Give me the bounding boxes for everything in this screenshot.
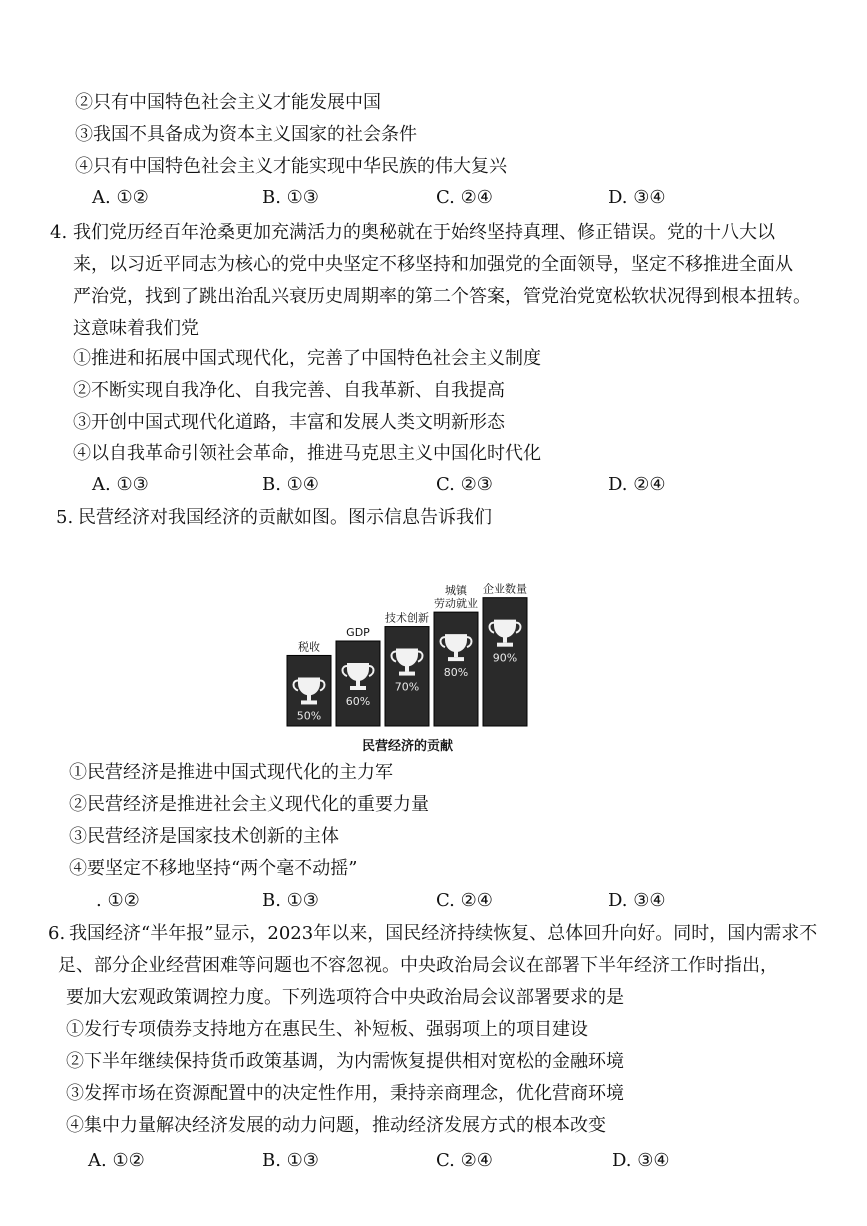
- q5-item-1: ①民营经济是推进中国式现代化的主力军: [69, 762, 393, 783]
- q6-option-b[interactable]: B. ①③: [262, 1150, 319, 1171]
- q4-stem-line-3: 严治党，找到了跳出治乱兴衰历史周期率的第二个答案，管党治党宽松软状况得到根本扭转。: [73, 286, 811, 307]
- q4-stem-line-1: 我们党历经百年沧桑更加充满活力的奥秘就在于始终坚持真理、修正错误。党的十八大以: [73, 222, 775, 243]
- category-label-2: 技术创新: [385, 611, 429, 625]
- q4-stem-line-4: 这意味着我们党: [73, 318, 199, 339]
- q4-item-4: ④以自我革命引领社会革命，推进马克思主义中国化时代化: [73, 443, 541, 464]
- q5-item-3: ③民营经济是国家技术创新的主体: [69, 826, 339, 847]
- category-label-0: 税收: [298, 640, 320, 654]
- value-label-4: 90%: [492, 651, 518, 665]
- value-label-1: 60%: [345, 695, 371, 708]
- q6-stem-line-1: 我国经济“半年报”显示，2023年以来，国民经济持续恢复、总体回升向好。同时，国内需求不: [69, 923, 818, 944]
- q6-item-3: ③发挥市场在资源配置中的决定性作用，秉持亲商理念，优化营商环境: [66, 1083, 624, 1104]
- chart-title: 民营经济的贡献: [362, 739, 454, 754]
- value-label-2: 70%: [394, 680, 420, 694]
- q4-item-3: ③开创中国式现代化道路，丰富和发展人类文明新形态: [73, 412, 505, 433]
- category-label-4: 企业数量: [483, 582, 527, 596]
- q5-stem: 民营经济对我国经济的贡献如图。图示信息告诉我们: [78, 507, 492, 528]
- q3-option-d[interactable]: D. ③④: [608, 187, 666, 208]
- q4-option-a[interactable]: A. ①③: [92, 474, 149, 495]
- q5-option-c[interactable]: C. ②④: [436, 890, 493, 911]
- q5-option-a[interactable]: . ①②: [96, 890, 140, 911]
- q3-item-4: ④只有中国特色社会主义才能实现中华民族的伟大复兴: [75, 156, 507, 177]
- q3-item-3: ③我国不具备成为资本主义国家的社会条件: [75, 124, 417, 145]
- q3-item-2: ②只有中国特色社会主义才能发展中国: [75, 92, 381, 113]
- q6-item-4: ④集中力量解决经济发展的动力问题，推动经济发展方式的根本改变: [66, 1115, 606, 1136]
- q6-stem-line-3: 要加大宏观政策调控力度。下列选项符合中央政治局会议部署要求的是: [66, 987, 624, 1008]
- q4-option-b[interactable]: B. ①④: [262, 474, 319, 495]
- q4-item-2: ②不断实现自我净化、自我完善、自我革新、自我提高: [73, 380, 505, 401]
- q4-option-c[interactable]: C. ②③: [436, 474, 493, 495]
- bar-2: [385, 627, 429, 726]
- q4-stem-line-2: 来，以习近平同志为核心的党中央坚定不移坚持和加强党的全面领导，坚定不移推进全面从: [73, 254, 793, 275]
- category-label-3: 城镇: [445, 584, 467, 598]
- q3-option-b[interactable]: B. ①③: [262, 187, 319, 208]
- q3-option-a[interactable]: A. ①②: [92, 187, 149, 208]
- category-label-3: 劳动就业: [434, 597, 478, 611]
- q6-item-1: ①发行专项债券支持地方在惠民生、补短板、强弱项上的项目建设: [66, 1019, 588, 1040]
- q3-option-c[interactable]: C. ②④: [436, 187, 493, 208]
- q5-option-b[interactable]: B. ①③: [262, 890, 319, 911]
- contribution-bar-chart: [262, 538, 532, 728]
- q5-item-2: ②民营经济是推进社会主义现代化的重要力量: [69, 794, 429, 815]
- q4-item-1: ①推进和拓展中国式现代化，完善了中国特色社会主义制度: [73, 348, 541, 369]
- q6-option-a[interactable]: A. ①②: [88, 1150, 145, 1171]
- q6-number: 6.: [48, 923, 66, 944]
- q6-stem-line-2: 足、部分企业经营困难等问题也不容忽视。中央政治局会议在部署下半年经济工作时指出，: [58, 955, 778, 976]
- q5-option-d[interactable]: D. ③④: [608, 890, 666, 911]
- category-label-1: GDP: [346, 626, 370, 639]
- q6-option-c[interactable]: C. ②④: [436, 1150, 493, 1171]
- value-label-3: 80%: [443, 666, 469, 680]
- value-label-0: 50%: [296, 709, 322, 723]
- q5-item-4: ④要坚定不移地坚持“两个毫不动摇”: [69, 858, 358, 879]
- q4-option-d[interactable]: D. ②④: [608, 474, 666, 495]
- q6-option-d[interactable]: D. ③④: [612, 1150, 670, 1171]
- q6-item-2: ②下半年继续保持货币政策基调，为内需恢复提供相对宽松的金融环境: [66, 1051, 624, 1072]
- q4-number: 4.: [50, 222, 68, 243]
- q5-number: 5.: [56, 507, 74, 528]
